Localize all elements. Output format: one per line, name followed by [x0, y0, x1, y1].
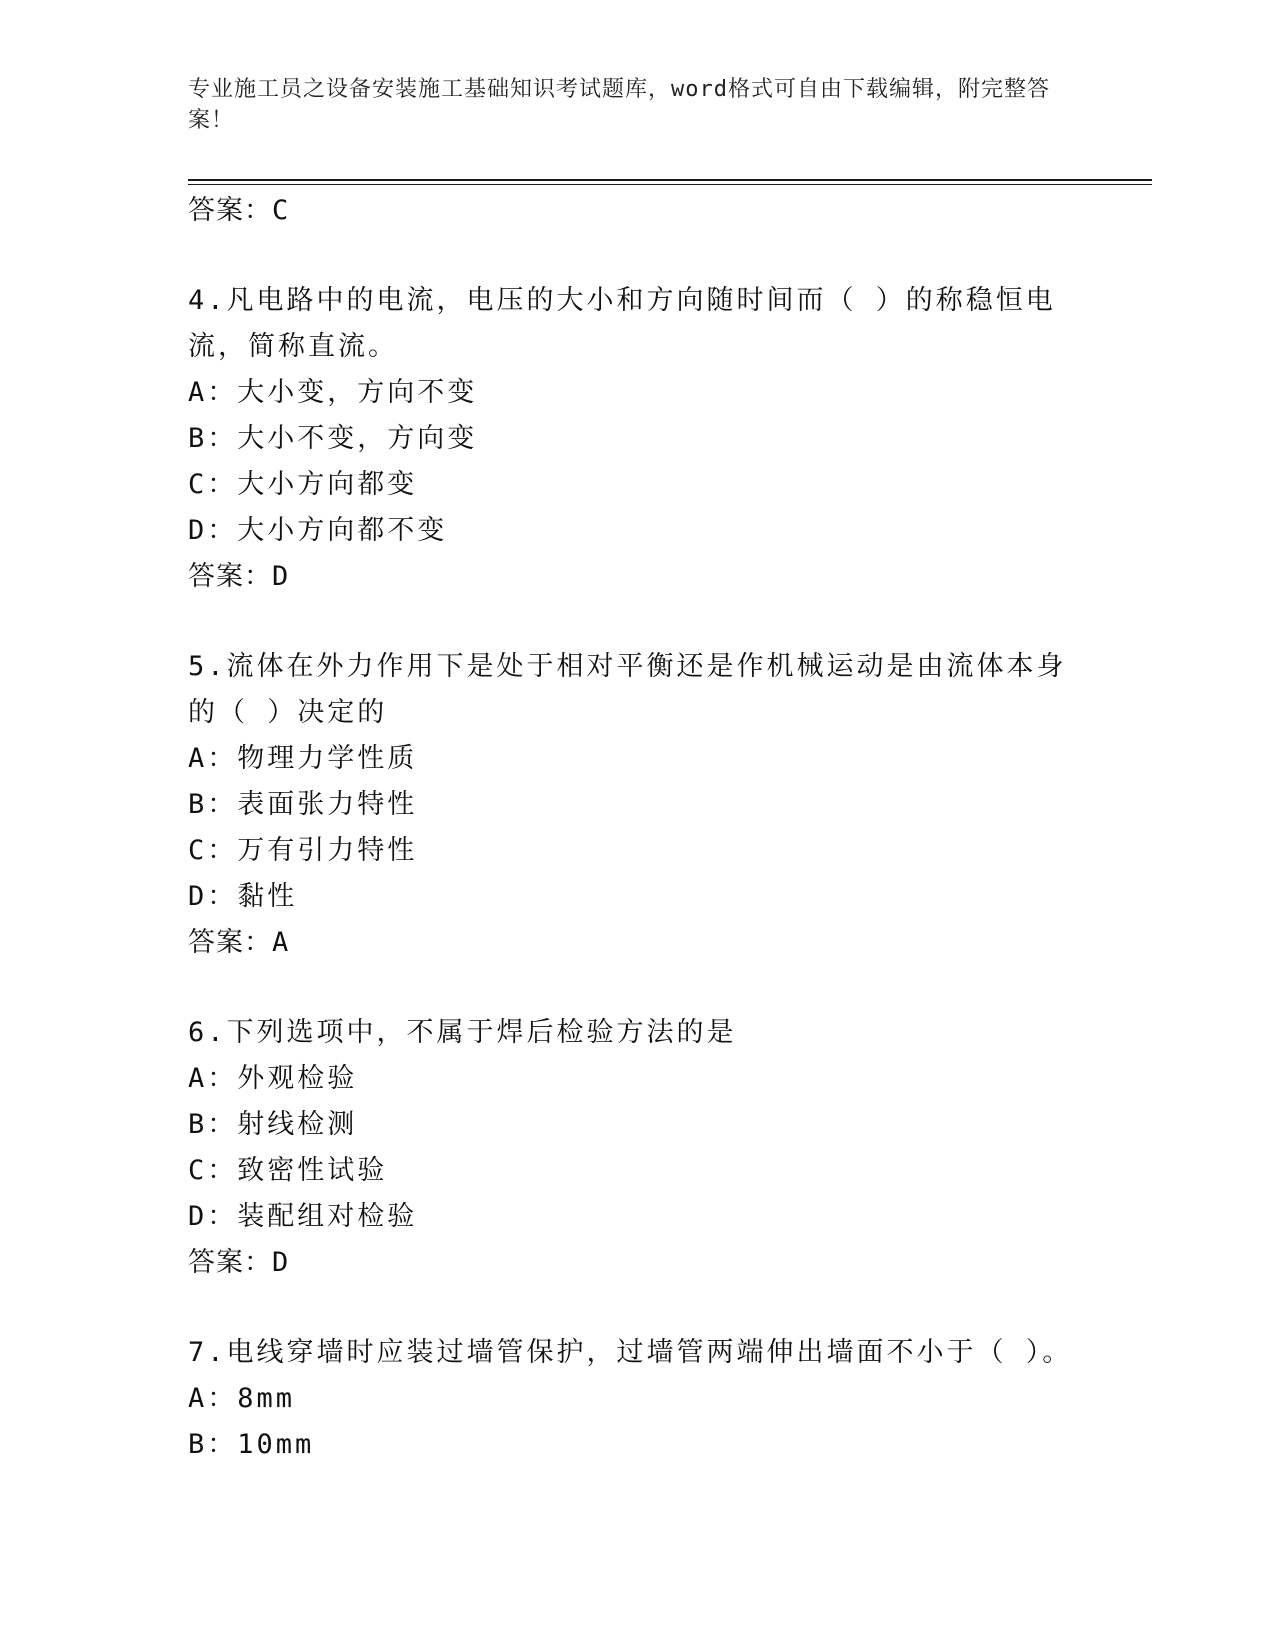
option-b: B：大小不变，方向变 [188, 423, 478, 454]
spacer [188, 600, 1088, 644]
option-d: D：大小方向都不变 [188, 515, 448, 546]
header-divider-thin [188, 184, 1152, 185]
option-c: C：万有引力特性 [188, 835, 418, 866]
question-6 [188, 1010, 1088, 1286]
option-d: D：黏性 [188, 881, 298, 912]
answer-line: 答案：D [188, 1247, 290, 1278]
question-list [188, 188, 1088, 1468]
option-c: C：大小方向都变 [188, 469, 418, 500]
option-a: A：8mm [188, 1383, 296, 1414]
question-4 [188, 278, 1088, 600]
answer-line: 答案：C [188, 195, 290, 226]
spacer [188, 234, 1088, 278]
option-a: A：大小变，方向不变 [188, 377, 478, 408]
question-stem: 6.下列选项中，不属于焊后检验方法的是 [188, 1017, 737, 1048]
answer-line: 答案：D [188, 561, 290, 592]
question-stem: 4.凡电路中的电流，电压的大小和方向随时间而（ ）的称稳恒电流，简称直流。 [188, 285, 1056, 362]
option-b: B：射线检测 [188, 1109, 358, 1140]
option-c: C：致密性试验 [188, 1155, 388, 1186]
answer-line: 答案：A [188, 927, 290, 958]
spacer [188, 1286, 1088, 1330]
question-stem: 7.电线穿墙时应装过墙管保护，过墙管两端伸出墙面不小于（ ）。 [188, 1337, 1073, 1368]
question-5 [188, 644, 1088, 966]
option-b: B：表面张力特性 [188, 789, 418, 820]
option-a: A：外观检验 [188, 1063, 358, 1094]
option-b: B：10mm [188, 1429, 315, 1460]
header-divider-thick [188, 179, 1152, 181]
question-7 [188, 1330, 1088, 1468]
document-header: 专业施工员之设备安装施工基础知识考试题库，word格式可自由下载编辑，附完整答案！ [188, 77, 1050, 133]
question-stem: 5.流体在外力作用下是处于相对平衡还是作机械运动是由流体本身的（ ）决定的 [188, 651, 1067, 728]
option-a: A：物理力学性质 [188, 743, 418, 774]
option-d: D：装配组对检验 [188, 1201, 418, 1232]
spacer [188, 966, 1088, 1010]
